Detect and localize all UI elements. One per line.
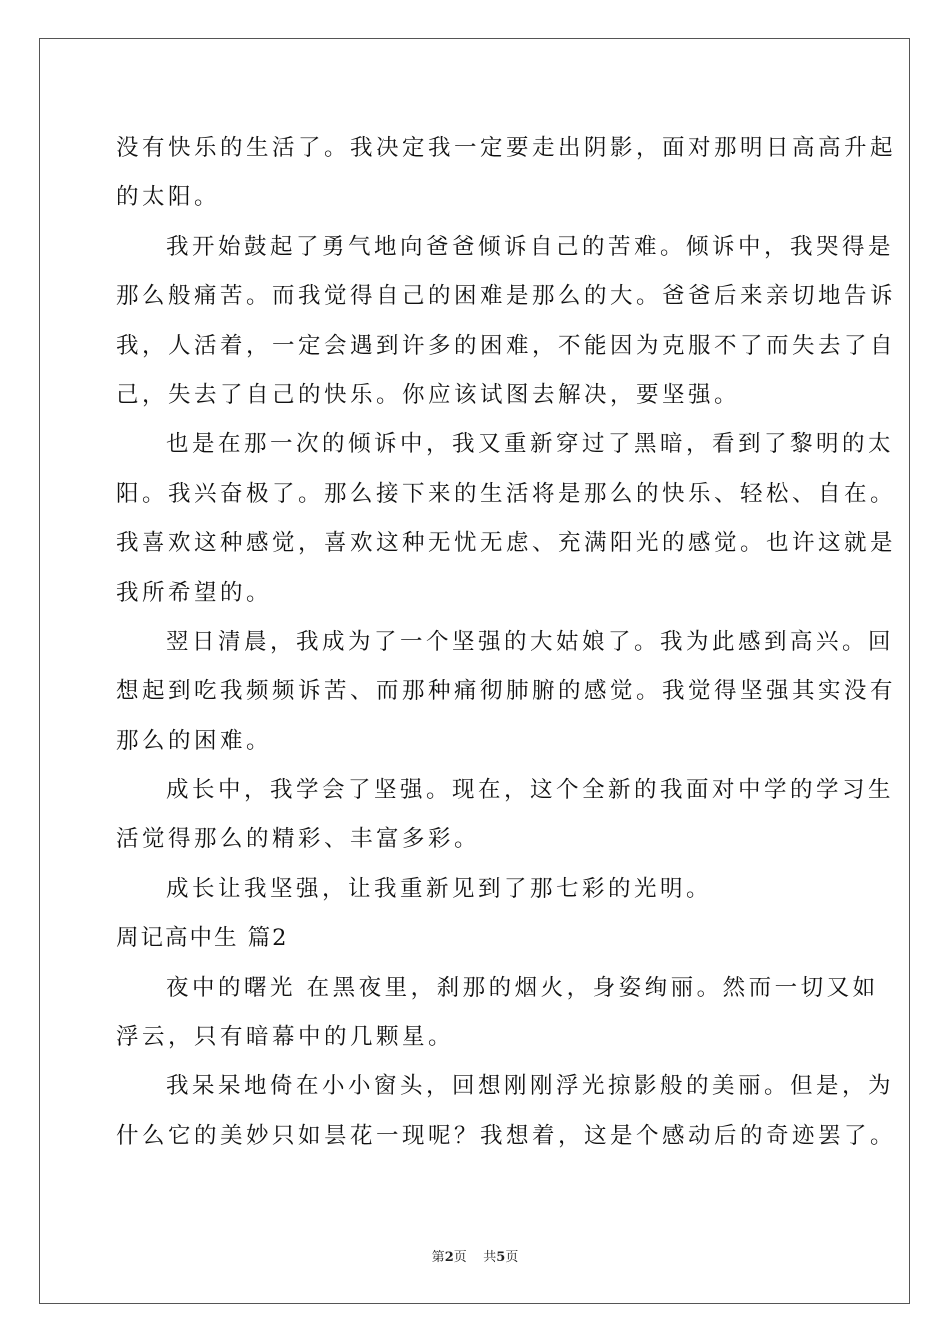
current-page-number: 2 xyxy=(444,1250,454,1265)
text-line: 那么的困难。 xyxy=(116,727,273,754)
total-page-number: 5 xyxy=(496,1250,506,1265)
page-footer xyxy=(0,1246,950,1265)
page-number-suffix: 页 xyxy=(505,1250,519,1265)
text-line: 浮云，只有暗幕中的几颗星。 xyxy=(116,1024,455,1051)
text-line: 我所希望的。 xyxy=(116,579,273,606)
document-body xyxy=(116,124,897,1161)
text-line: 的太阳。 xyxy=(116,184,221,211)
section-heading: 周记高中生 篇2 xyxy=(116,925,289,952)
text-line: 没有快乐的生活了。我决定我一定要走出阴影，面对那明日高高升起 xyxy=(116,135,897,161)
paragraph-start: 成长让我坚强，让我重新见到了那七彩的光明。 xyxy=(166,875,713,902)
paragraph-start: 成长中，我学会了坚强。现在，这个全新的我面对中学的学习生 xyxy=(166,777,895,804)
text-line: 活觉得那么的精彩、丰富多彩。 xyxy=(116,826,481,853)
paragraph-start: 也是在那一次的倾诉中，我又重新穿过了黑暗，看到了黎明的太 xyxy=(166,431,895,458)
text-line: 阳。我兴奋极了。那么接下来的生活将是那么的快乐、轻松、自在。 xyxy=(116,480,897,507)
paragraph-start: 我开始鼓起了勇气地向爸爸倾诉自己的苦难。倾诉中，我哭得是 xyxy=(166,233,895,260)
text-line: 己，失去了自己的快乐。你应该试图去解决，要坚强。 xyxy=(116,381,741,408)
paragraph-start: 翌日清晨，我成为了一个坚强的大姑娘了。我为此感到高兴。回 xyxy=(166,628,895,655)
text-line: 我喜欢这种感觉，喜欢这种无忧无虑、充满阳光的感觉。也许这就是 xyxy=(116,530,897,557)
paragraph-start: 夜中的曙光 在黑夜里，刹那的烟火，身姿绚丽。然而一切又如 xyxy=(166,974,879,1001)
page-number-prefix: 第 xyxy=(431,1250,445,1265)
paragraph-start: 我呆呆地倚在小小窗头，回想刚刚浮光掠影般的美丽。但是，为 xyxy=(166,1073,895,1100)
text-line: 那么般痛苦。而我觉得自己的困难是那么的大。爸爸后来亲切地告诉 xyxy=(116,283,897,310)
text-line: 我，人活着，一定会遇到许多的困难，不能因为克服不了而失去了自 xyxy=(116,332,897,359)
text-line: 想起到吃我频频诉苦、而那种痛彻肺腑的感觉。我觉得坚强其实没有 xyxy=(116,678,897,705)
text-line: 什么它的美妙只如昙花一现呢？我想着，这是个感动后的奇迹罢了。 xyxy=(116,1122,897,1149)
page-number-middle: 页 共 xyxy=(453,1250,497,1265)
